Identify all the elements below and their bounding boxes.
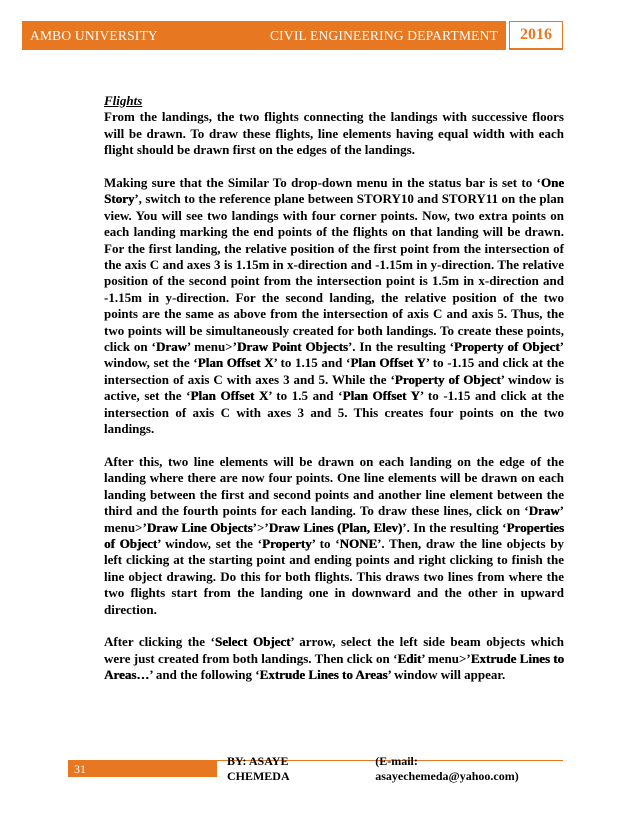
ui-term: Select Object xyxy=(214,634,291,650)
text-run: ’ window, set the ‘ xyxy=(104,339,564,371)
ui-term: Property of Object xyxy=(394,371,501,387)
page-footer xyxy=(68,754,563,783)
ui-term: Plan Offset Y xyxy=(342,388,420,404)
header-bar xyxy=(22,21,506,50)
ui-term: NONE xyxy=(339,535,378,551)
ui-term: Draw Lines (Plan, Elev) xyxy=(268,519,403,535)
document-body xyxy=(104,93,564,684)
text-run: ’ and the following ‘ xyxy=(149,667,260,683)
text-run: ’>’ xyxy=(252,519,269,535)
text-run: After clicking the ‘ xyxy=(104,634,215,650)
page-number: 31 xyxy=(68,761,217,777)
text-run: ’ to -1.15 and click at the intersection of axis C with axes 3 and 5. This creates four points on the two landings. xyxy=(104,388,564,437)
paragraph-2 xyxy=(104,175,564,438)
ui-term: Draw xyxy=(155,339,187,355)
text-run: ’. In the resulting ‘ xyxy=(402,519,507,535)
text-run: ’ to 1.5 and ‘ xyxy=(268,388,343,404)
ui-term: Extrude Lines to Areas xyxy=(259,667,388,683)
ui-term: Property of Object xyxy=(453,339,560,355)
section-heading: Flights xyxy=(104,93,143,108)
footer-author: BY: ASAYE CHEMEDA xyxy=(226,754,290,783)
ui-term: Draw Line Objects xyxy=(146,519,253,535)
ui-term: Plan Offset X xyxy=(197,355,274,371)
paragraph-3 xyxy=(104,454,564,618)
text-run: ’ to 1.15 and ‘ xyxy=(273,355,351,371)
ui-term: Property xyxy=(262,535,312,551)
text-run: ’ menu>’ xyxy=(104,503,564,535)
text-run: ’ to -1.15 and click at the intersection of axis C with axes 3 and 5. While the ‘ xyxy=(104,355,564,387)
text-run: ’. In the resulting ‘ xyxy=(347,339,454,355)
ui-term: Properties of Object xyxy=(104,519,564,551)
text-run: ’ window is active, set the ‘ xyxy=(104,371,564,404)
ui-term: Plan Offset Y xyxy=(350,355,426,371)
text-run: ’, switch to the reference plane between STORY10 and STORY11 on the plan view. You will see two landings with four corner points. Now, two extra points on each landing marking the end points of the flights on that landing will be drawn. For the first landing, the relative position of the first point from the intersection of the axis C and axes 3 is 1.15m in x-direction and -1.15m in y-direction. The relative position of the second point from the intersection point is 1.5m in x-direction and -1.15m in y-direction. For the second landing, the relative position of the two points are the same as above from the intersection of axis C and axis 5. Thus, the two points will be simultaneously created for both landings. To create these points, click on ‘ xyxy=(104,191,564,355)
ui-term: One Story xyxy=(104,175,564,207)
paragraph-4 xyxy=(104,634,564,683)
text-run: Making sure that the Similar To drop-down menu in the status bar is set to ‘ xyxy=(104,175,541,191)
text-run: ’ menu>’ xyxy=(421,650,471,666)
text-run: ’ window will appear. xyxy=(387,667,506,683)
header-year: 2016 xyxy=(509,21,563,50)
page-header xyxy=(22,21,563,50)
ui-term: Draw Point Objects xyxy=(236,339,348,355)
ui-term: Draw xyxy=(528,503,560,519)
footer-email: (E-mail: asayechemeda@yahoo.com) xyxy=(375,754,519,783)
header-university: AMBO UNIVERSITY xyxy=(30,27,158,43)
header-department: CIVIL ENGINEERING DEPARTMENT xyxy=(269,27,498,43)
text-run: ’ to ‘ xyxy=(311,535,340,551)
paragraph-1: From the landings, the two flights connecting the landings with successive floors will be drawn. To draw these flights, line elements having equal width with each flight should be drawn first on the edges of the landings. xyxy=(104,109,564,158)
text-run: ’. Then, draw the line objects by left clicking at the starting point and ending points and right clicking to finish the line object drawing. Do this for both flights. This draws two lines from where the two flights start from the landing one in downward and the other in upward direction. xyxy=(104,535,565,617)
ui-term: Plan Offset X xyxy=(190,388,269,404)
text-run: ’ arrow, select the left side beam objects which were just created from both landings. Then click on ‘ xyxy=(104,634,564,666)
text-run: ’ window, set the ‘ xyxy=(157,535,262,551)
ui-term: Edit xyxy=(397,650,422,666)
ui-term: Extrude Lines to Areas… xyxy=(104,650,564,683)
text-run: ’ menu>’ xyxy=(186,339,237,355)
text-run: After this, two line elements will be drawn on each landing on the edge of the landing where there are now four points. One line elements will be drawn on each landing between the first and second points and another line element between the third and the fourth points for each landing. To draw these lines, click on ‘ xyxy=(104,453,564,519)
